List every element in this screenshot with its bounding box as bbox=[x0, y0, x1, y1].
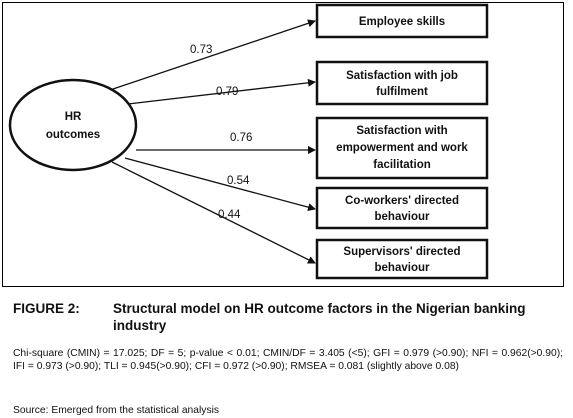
target-box-satisfaction-empowerment bbox=[317, 118, 487, 178]
employee-skills-label: Employee skills bbox=[358, 16, 446, 28]
hr-outcomes-label-line-2: outcomes bbox=[45, 129, 101, 141]
figure-number: FIGURE 2: bbox=[13, 301, 80, 316]
arrow-coworkers bbox=[125, 158, 315, 209]
satisfaction-empowerment-label-line-2: empowerment and work bbox=[336, 142, 468, 154]
satisfaction-empowerment-label-line-1: Satisfaction with bbox=[356, 125, 448, 137]
figure-title: Structural model on HR outcome factors in the Nigerian banking industry bbox=[113, 301, 526, 333]
supervisors-label-line-1: Supervisors' directed bbox=[343, 246, 461, 258]
coefficient-supervisors: 0.44 bbox=[218, 209, 241, 221]
coworkers-label-line-2: behaviour bbox=[374, 211, 430, 223]
satisfaction-empowerment-label-line-3: facilitation bbox=[373, 159, 431, 171]
arrow-employee-skills bbox=[110, 21, 315, 90]
target-box-employee-skills bbox=[317, 5, 487, 37]
satisfaction-job-label-line-2: fulfilment bbox=[376, 86, 428, 98]
hr-outcomes-label-line-1: HR bbox=[64, 111, 82, 123]
coefficient-coworkers: 0.54 bbox=[227, 175, 250, 187]
figure-caption bbox=[13, 300, 563, 334]
coefficient-employee-skills: 0.73 bbox=[190, 44, 213, 56]
satisfaction-job-label-line-1: Satisfaction with job bbox=[346, 70, 458, 82]
source-note: Source: Emerged from the statistical analysis bbox=[13, 405, 220, 416]
arrow-supervisors bbox=[112, 162, 315, 263]
target-box-satisfaction-job bbox=[317, 62, 487, 104]
supervisors-label-line-2: behaviour bbox=[374, 262, 430, 274]
coefficient-satisfaction-empowerment: 0.76 bbox=[230, 132, 253, 144]
target-box-coworkers bbox=[317, 188, 487, 228]
coefficient-satisfaction-job: 0.79 bbox=[216, 86, 239, 98]
path-arrows bbox=[110, 21, 315, 263]
coworkers-label-line-1: Co-workers' directed bbox=[345, 195, 459, 207]
model-fit-statistics: Chi-square (CMIN) = 17.025; DF = 5; p-value < 0.01; CMIN/DF = 3.405 (<5); GFI = 0.979 (>0.90); NFI = 0.962(>0.90); IFI = 0.973 (>0.90); TLI = 0.945(>0.90); CFI = 0.972 (>0.90); RMSEA = 0.081 (slightly above 0.08) bbox=[13, 348, 563, 372]
target-box-supervisors bbox=[317, 240, 487, 278]
hr-outcomes-node bbox=[10, 80, 136, 170]
